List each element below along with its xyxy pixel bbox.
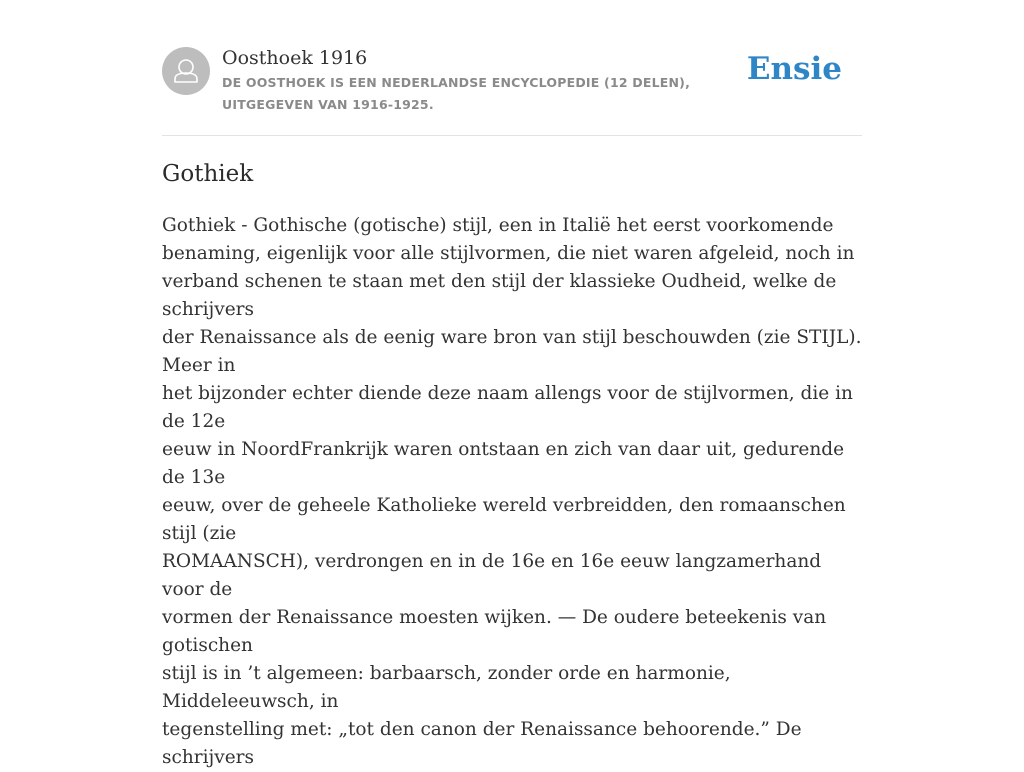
ensie-logo-link[interactable]: Ensie <box>746 51 842 87</box>
user-icon[interactable] <box>162 47 210 95</box>
entry-body: Gothiek - Gothische (gotische) stijl, een in Italië het eerst voorkomende benaming, eigenlijk voor alle stijlvormen, die niet waren afgeleid, noch in verband schenen te staan met den stijl der klassieke Oudheid, welke de schrijvers der Renaissance als de eenig ware bron van stijl beschouwden (zie STIJL). Meer in het bijzonder echter diende deze naam allengs voor de stijlvormen, die in de 12e eeuw in NoordFrankrijk waren ontstaan en zich van daar uit, gedurende de 13e eeuw, over de geheele Katholieke wereld verbreidden, den romaanschen stijl (zie ROMAANSCH), verdrongen en in de 16e en 16e eeuw langzamerhand voor de vormen der Renaissance moesten wijken. — De oudere beteekenis van gotischen stijl is in ’t algemeen: barbaarsch, zonder orde en harmonie, Middeleeuwsch, in tegenstelling met: „tot den canon der Renaissance behoorende.” De schrijvers <box>162 215 862 768</box>
source-description: DE OOSTHOEK IS EEN NEDERLANDSE ENCYCLOPEDIE (12 DELEN), UITGEGEVEN VAN 1916-1925. <box>222 75 691 112</box>
source-header <box>162 47 862 117</box>
entry-title: Gothiek <box>162 161 254 187</box>
header-divider <box>162 135 862 136</box>
source-title[interactable]: Oosthoek 1916 <box>222 47 368 69</box>
